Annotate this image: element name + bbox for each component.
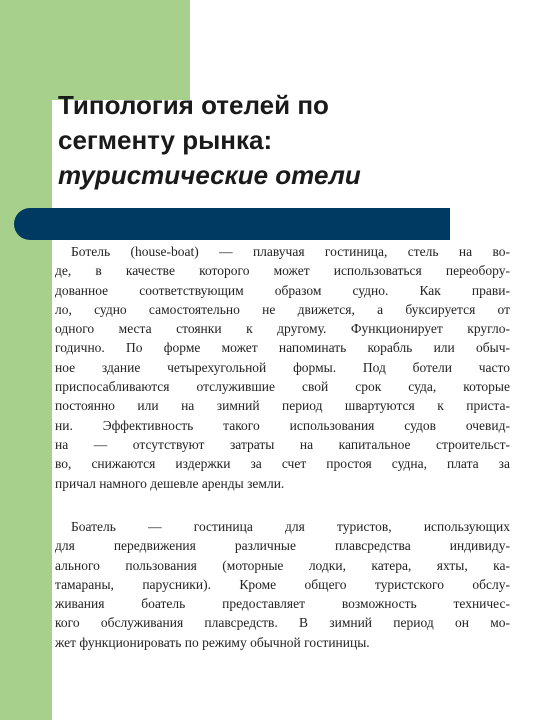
paragraph-boatel [55, 517, 510, 652]
text-line: ло, судно самостоятельно не движется, а буксируется от [55, 301, 510, 317]
paragraph-botel [55, 242, 510, 493]
text-line: причал намного дешевле аренды земли. [55, 475, 285, 491]
text-line: Ботель (house-boat) — плавучая гостиница, стель на во- [71, 244, 510, 259]
text-line: постоянно или на зимний период швартуются к приста- [55, 398, 510, 414]
text-line: ни. Эффективность такого использования судов очевид- [55, 417, 510, 433]
text-line: жет функционировать по режиму обычной гостиницы. [55, 634, 370, 650]
text-line: годично. По форме может напоминать корабль или обыч- [55, 340, 510, 356]
slide-title [58, 88, 518, 193]
text-line: дованное соответствующим образом судно. Как прави- [55, 282, 510, 298]
text-line: кого обслуживания плавсредств. В зимний период он мо- [55, 615, 510, 631]
text-line: для передвижения различные плавсредства индивиду- [55, 538, 510, 554]
text-line: во, снижаются издержки за счет простоя судна, плата за [55, 456, 510, 472]
text-line: ное здание четырехугольной формы. Под ботели часто [55, 359, 510, 375]
text-line: Боатель — гостиница для туристов, использующих [71, 519, 510, 534]
title-line-3: туристические отели [58, 160, 361, 190]
title-line-2: сегменту рынка: [58, 125, 273, 155]
text-line: ального пользования (моторные лодки, катера, яхты, ка- [55, 557, 510, 573]
text-line: тамараны, парусники). Кроме общего туристского обслу- [55, 576, 510, 592]
text-line: на — отсутствуют затраты на капитальное строительст- [55, 436, 510, 452]
navy-divider-bar [14, 208, 450, 240]
text-line: одного места стоянки к другому. Функционирует кругло- [55, 321, 510, 337]
title-line-1: Типология отелей по [58, 90, 329, 120]
text-line: живания боатель предоставляет возможность техничес- [55, 596, 510, 612]
text-line: приспосабливаются отслужившие свой срок суда, которые [55, 379, 510, 395]
top-green-band [52, 0, 190, 100]
left-green-strip [0, 0, 52, 720]
text-line: де, в качестве которого может использоваться переобору- [55, 263, 510, 279]
